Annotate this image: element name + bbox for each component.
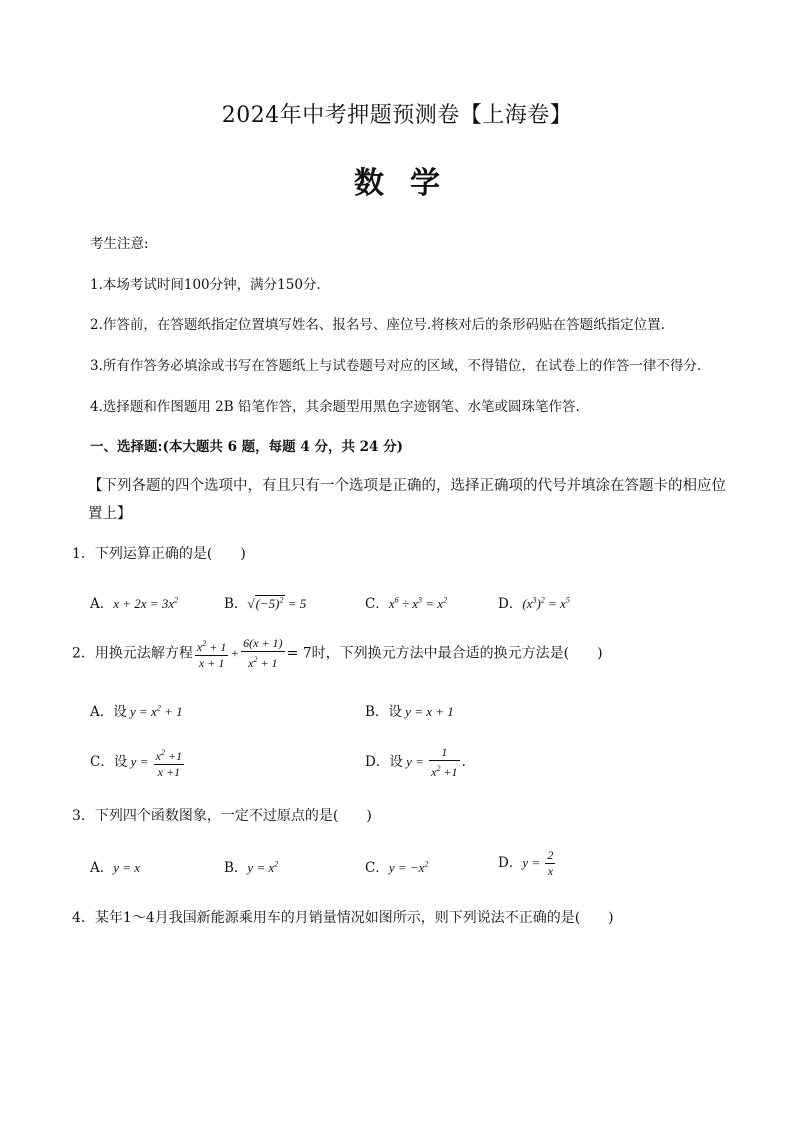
page-title: 2024年中考押题预测卷【上海卷】: [221, 103, 573, 128]
section-heading: 一、选择题:(本大题共 6 题，每题 4 分，共 24 分): [90, 439, 404, 455]
q2-option-d: D．设 y = $\frac{1}{x^2 +1}$ .: [365, 745, 466, 779]
q2-option-a: A．设 $y = x^2 + 1$: [90, 703, 183, 720]
q3-option-c: C．$y = -x^2$: [365, 859, 429, 876]
subject-title: 数学: [354, 166, 466, 201]
notice-item-1: 1.本场考试时间100分钟，满分150分.: [90, 277, 321, 293]
section-instruction: 【下列各题的四个选项中，有且只有一个选项是正确的，选择正确项的代号并填涂在答题卡的相应位置上】: [88, 478, 726, 522]
notice-item-2: 2.作答前，在答题纸指定位置填写姓名、报名号、座位号.将核对后的条形码贴在答题纸指定位置.: [90, 317, 665, 333]
question-2-stem: 2．用换元法解方程 $\frac{x^2 + 1}{x + 1}$ + $\frac{6(x + 1)}{x^2 + 1}$ = 7时，下列换元方法中最合适的换元方法是( ): [72, 636, 603, 670]
question-3-stem: 3．下列四个函数图象，一定不过原点的是( ): [72, 808, 372, 824]
q3-option-b: B．$y = x^2$: [224, 859, 279, 876]
q1-option-d: D．$(x^3)^2 = x^5$: [498, 595, 570, 612]
question-4-stem: 4．某年1～4月我国新能源乘用车的月销量情况如图所示，则下列说法不正确的是( ): [72, 910, 614, 926]
q2-option-b: B．设 y = x + 1: [365, 704, 454, 720]
notice-item-4: 4.选择题和作图题用 2B 铅笔作答，其余题型用黑色字迹钢笔、水笔或圆珠笔作答.: [90, 399, 580, 415]
q1-option-c: C．$x^6 \div x^3 = x^2$: [365, 595, 448, 612]
notice-heading: 考生注意:: [90, 236, 149, 252]
q1-option-b: B．$√(-5)^2 = 5$: [224, 595, 307, 612]
notice-item-3: 3.所有作答务必填涂或书写在答题纸上与试卷题号对应的区域，不得错位，在试卷上的作答一律不得分.: [90, 358, 702, 374]
question-1-stem: 1．下列运算正确的是( ): [72, 546, 246, 562]
q3-option-a: A．y = x: [90, 860, 141, 876]
q2-option-c: C．设 y = $\frac{x^2 +1}{x +1}$: [90, 745, 186, 780]
q3-option-d: D．y = $\frac{2}{x}$: [498, 848, 554, 878]
q1-option-a: A．$x + 2x = 3x^2$: [90, 595, 179, 612]
